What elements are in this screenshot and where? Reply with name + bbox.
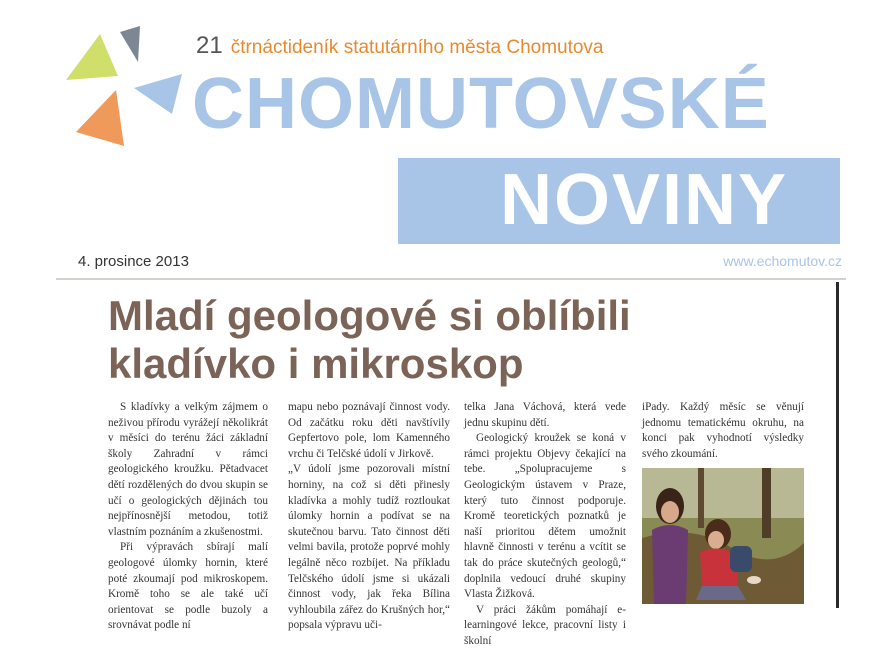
paragraph: Geologický kroužek se koná v rámci projektu Objevy čekající na tebe. „Spolupracujeme s Geologickým ústavem v Praze, který tuto činnost podporuje. Kromě teoretických poznatků je naší prioritou dětem umožnit hlavně činnosti v terénu a vcítit se tak do práce skutečných geologů,“ doplnila vedoucí druhé skupiny Vlasta Žižková. <box>464 432 626 601</box>
logo-petal-gray <box>120 26 140 62</box>
paragraph: mapu nebo poznávají činnost vody. Od začátku roku děti navštívily Gepfertovo pole, lom Kamenného vrchu či Telčské údolí v Jirkově. <box>288 401 450 460</box>
masthead-divider <box>56 278 846 280</box>
paragraph: „V údolí jsme pozorovali místní horniny, na což si děti přinesly kladívka a mohly tudíž roztloukat úlomky hornin a podívat se na skutečnou barvu. Tato činnost děti velmi bavila, protože poprvé mohly legálně něco rozbíjet. Na příkladu Telčského údolí jsme si ukázali činnost vody, jak řeka Bílina vyhloubila zářez do Krušných hor,“ popsala výpravu uči- <box>288 463 450 632</box>
paragraph: S kladívky a velkým zájmem o neživou přírodu vyrážejí několikrát v měsíci do terénu žáci základní školy Zahradní v rámci geologického kroužku. Pětadvacet dětí rozdělených do dvou skupin se učí o geologických dějinách tou nejpřínosnější metodou, totiž vlastním poznáním a zkušenostmi. <box>108 401 268 538</box>
dateline <box>56 250 842 276</box>
issue-line <box>196 32 604 60</box>
newspaper-title-line2: NOVINY <box>500 160 789 240</box>
logo-petal-blue <box>134 74 182 114</box>
website-link[interactable]: www.echomutov.cz <box>723 253 842 269</box>
paragraph: Při výpravách sbírají malí geologové úlomky hornin, které poté zkoumají pod mikroskopem. Kromě toho se ale také učí orientovat se podle buzoly a srovnávat podle ní <box>108 541 268 632</box>
article-column-2 <box>288 400 450 634</box>
paragraph: V práci žákům pomáhají e-learningové lekce, pracovní listy i školní <box>464 603 626 647</box>
logo-petal-green <box>66 34 118 80</box>
article-photo <box>642 468 804 604</box>
headline-line1: Mladí geologové si oblíbili <box>108 292 631 339</box>
article-column-3 <box>464 400 626 650</box>
logo-petal-orange <box>76 90 124 146</box>
paragraph: telka Jana Váchová, která vede jednu skupinu dětí. <box>464 401 626 429</box>
city-logo <box>62 22 187 152</box>
headline-line2: kladívko i mikroskop <box>108 340 524 387</box>
paragraph: iPady. Každý měsíc se věnují jednomu tematickému okruhu, na konci pak vyhodnotí výsledky svého zkoumání. <box>642 401 804 460</box>
issue-number: 21 <box>196 32 223 59</box>
newspaper-title-line1: CHOMUTOVSKÉ <box>192 64 770 144</box>
issue-tagline: čtrnáctideník statutárního města Chomutova <box>230 37 604 58</box>
issue-date: 4. prosince 2013 <box>78 253 189 270</box>
article-column-4 <box>642 400 804 462</box>
page-edge-shadow <box>836 282 839 608</box>
article-headline <box>108 292 748 388</box>
article-column-1 <box>108 400 268 634</box>
